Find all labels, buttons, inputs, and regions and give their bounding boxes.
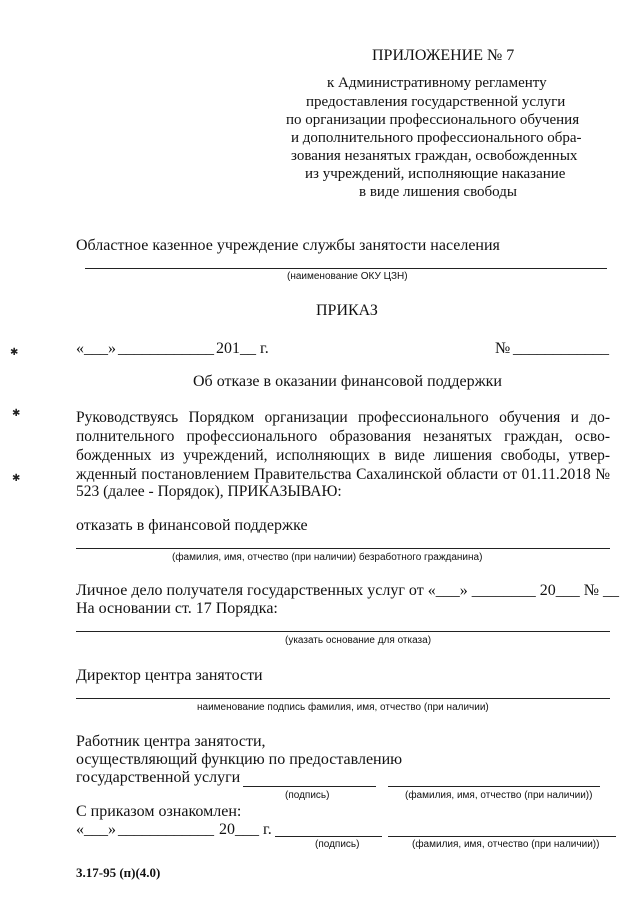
acquainted-date-day: «___» xyxy=(76,821,116,838)
acquainted-name-caption: (фамилия, имя, отчество (при наличии)) xyxy=(412,839,600,850)
appendix-line: зования незанятых граждан, освобожденных xyxy=(291,148,578,164)
worker-line: осуществляющий функцию по предоставлению xyxy=(76,751,403,768)
refuse-line xyxy=(76,548,610,549)
acquainted-date-month: ____________ xyxy=(118,821,214,838)
worker-name-caption: (фамилия, имя, отчество (при наличии)) xyxy=(405,790,593,801)
acquainted-date-year: 20___ г. xyxy=(219,821,272,838)
director-caption: наименование подпись фамилия, имя, отчество (при наличии) xyxy=(197,702,489,713)
appendix-line: к Административному регламенту xyxy=(327,75,547,91)
personal-file-text: Личное дело получателя государственных услуг от «___» ________ 20___ № __ xyxy=(76,582,619,599)
appendix-title: ПРИЛОЖЕНИЕ № 7 xyxy=(372,47,515,64)
basis-line xyxy=(76,631,610,632)
director-text: Директор центра занятости xyxy=(76,667,263,684)
institution-caption: (наименование ОКУ ЦЗН) xyxy=(287,271,408,282)
body-line: жденный постановлением Правительства Сахалинской области от 01.11.2018 № xyxy=(76,466,610,483)
acquainted-text: С приказом ознакомлен: xyxy=(76,803,242,820)
order-subject: Об отказе в оказании финансовой поддержки xyxy=(193,373,502,390)
appendix-line: предоставления государственной услуги xyxy=(306,94,566,110)
director-line xyxy=(76,698,610,699)
acquainted-sign-line xyxy=(275,836,382,837)
scan-mark-1: ✱ xyxy=(10,347,19,358)
appendix-line: по организации профессионального обучения xyxy=(286,112,580,128)
appendix-line: из учреждений, исполняющие наказание xyxy=(305,166,566,182)
order-title: ПРИКАЗ xyxy=(316,302,378,319)
basis-caption: (указать основание для отказа) xyxy=(285,635,432,646)
refuse-text: отказать в финансовой поддержке xyxy=(76,517,308,534)
worker-line: Работник центра занятости, xyxy=(76,733,266,750)
refuse-caption: (фамилия, имя, отчество (при наличии) безработного гражданина) xyxy=(172,552,483,563)
scan-mark-2: ✱ xyxy=(12,408,21,419)
order-date-day: «___» xyxy=(76,340,116,357)
institution-name: Областное казенное учреждение службы занятости населения xyxy=(76,237,500,254)
worker-sign-line xyxy=(243,786,376,787)
institution-line xyxy=(85,268,607,269)
body-line: Руководствуясь Порядком организации профессионального обучения и до- xyxy=(76,409,610,426)
appendix-line: и дополнительного профессионального обра- xyxy=(291,130,582,146)
body-line: божденных из учреждений, исполняющих в виде лишения свободы, утвер- xyxy=(76,447,610,464)
acquainted-sign-caption: (подпись) xyxy=(315,839,360,850)
acquainted-name-line xyxy=(388,836,616,837)
body-line: полнительного профессионального образования незанятых граждан, осво- xyxy=(76,428,610,445)
worker-last-line: государственной услуги xyxy=(76,769,241,786)
body-last-line: 523 (далее - Порядок), ПРИКАЗЫВАЮ: xyxy=(76,483,342,500)
order-number-label: № xyxy=(495,340,511,357)
worker-sign-caption: (подпись) xyxy=(285,790,330,801)
form-code: 3.17-95 (п)(4.0) xyxy=(76,865,161,880)
order-date-month: ____________ xyxy=(118,340,214,357)
appendix-line: в виде лишения свободы xyxy=(359,184,517,200)
order-number-blank: ____________ xyxy=(513,340,609,357)
order-date-year: 201__ г. xyxy=(216,340,269,357)
basis-text: На основании ст. 17 Порядка: xyxy=(76,600,278,617)
scan-mark-3: ✱ xyxy=(12,473,21,484)
worker-name-line xyxy=(388,786,600,787)
